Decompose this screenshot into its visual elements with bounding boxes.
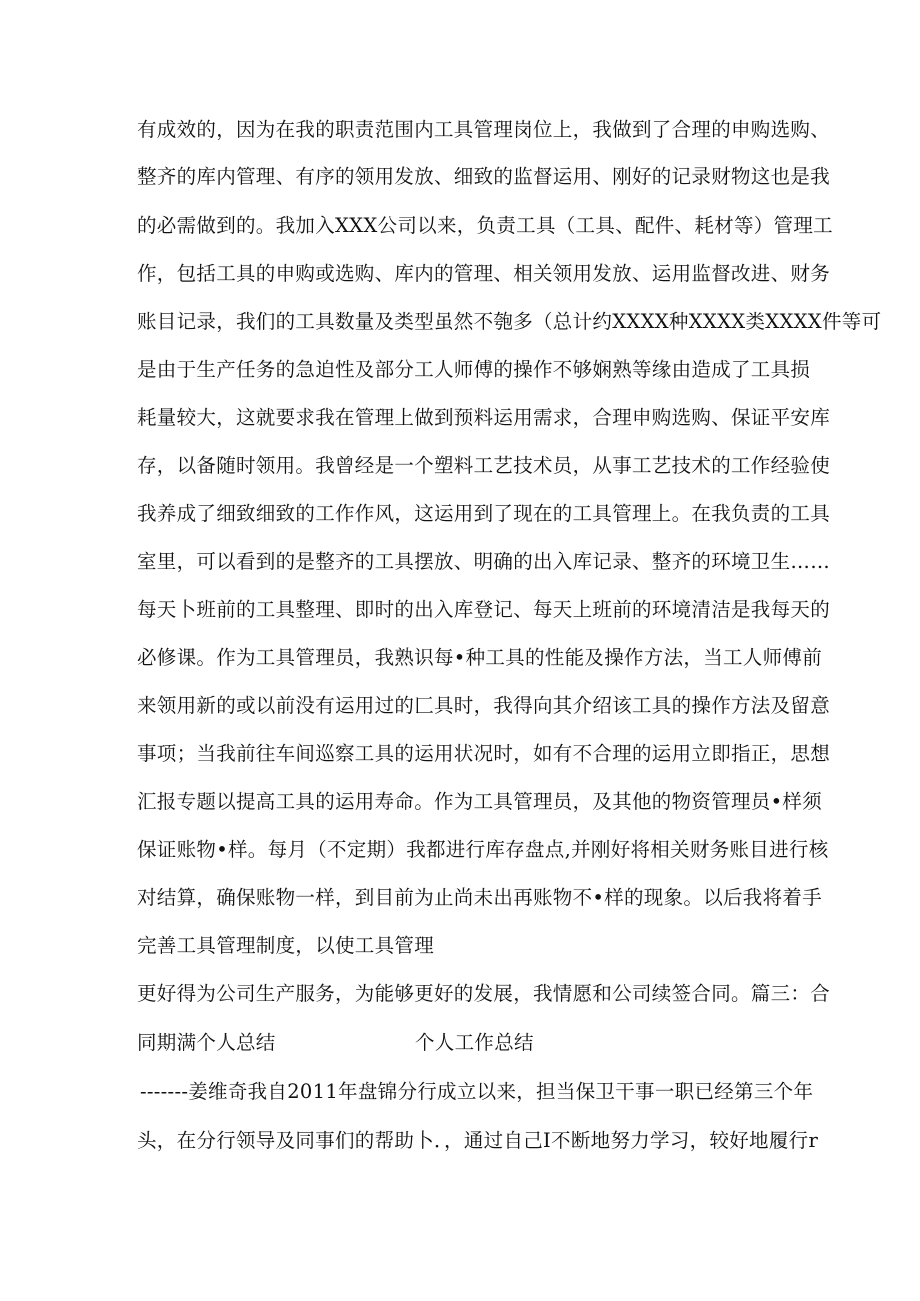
paragraph-line: 作，包括工具的申购或选购、库内的管理、相关领用发放、运用监督改进、财务: [137, 262, 831, 285]
section-heading-right: 个人工作总结: [415, 1031, 534, 1054]
paragraph-line: 账目记录，我们的工具数量及类型虽然不匏多（总计约XXXX种XXXX类XXXX件等可: [137, 310, 882, 333]
paragraph-line: 事项；当我前往车间巡察工具的运用状况时，如有不合理的运用立即指正，思想: [137, 742, 831, 765]
paragraph-line: 每天卜班前的工具整理、即时的出入库登记、每天上班前的环境清洁是我每天的: [137, 598, 831, 621]
paragraph-line: 来领用新的或以前没有运用过的匚具时，我得向其介绍该工具的操作方法及留意: [137, 694, 831, 717]
paragraph-line: 保证账物•样。每月（不定期）我都进行库存盘点,并刚好将相关财务账目进行核: [137, 838, 829, 861]
paragraph-line: 必修课。作为工具管理员，我熟识每•种工具的性能及操作方法，当工人师傅前: [137, 646, 823, 669]
paragraph-line: 整齐的库内管理、有序的领用发放、细致的监督运用、刚好的记录财物这也是我: [137, 165, 831, 188]
section-heading-left: 同期满个人总结: [137, 1031, 276, 1054]
paragraph-line: 的必需做到的。我加入XXX公司以来，负责工具（工具、配件、耗材等）管理工: [137, 214, 833, 237]
paragraph-line: 室里，可以看到的是整齐的工具摆放、明确的出入库记录、整齐的环境卫生……: [137, 550, 831, 573]
paragraph-line: 我养成了细致细致的工作作风，这运用到了现在的工具管理上。在我负责的工具: [137, 502, 831, 525]
paragraph-line: 有成效的，因为在我的职责范围内工具管理岗位上，我做到了合理的申购选购、: [137, 118, 831, 141]
paragraph-line: 更好得为公司生产服务，为能够更好的发展，我情愿和公司续签合同。篇三：合: [137, 982, 831, 1005]
paragraph-line: 对结算，确保账物一样，到目前为止尚未出再账物不•样的现象。以后我将着手: [137, 886, 823, 909]
paragraph-line: 是由于生产任务的急迫性及部分工人师傅的操作不够娴熟等缘由造成了工具损: [137, 358, 811, 381]
paragraph-line: 完善工具管理制度，以使工具管理: [137, 934, 435, 957]
paragraph-line: 存，以备随时领用。我曾经是一个塑料工艺技术员，从事工艺技术的工作经验使: [137, 454, 831, 477]
paragraph-line: 汇报专题以提高工具的运用寿命。作为工具管理员，及其他的物资管理员•样须: [137, 790, 823, 813]
paragraph-line: -------姜维奇我自2011年盘锦分行成立以来，担当保卫干事一职已经第三个年: [140, 1080, 814, 1103]
paragraph-line: 耗量较大，这就要求我在管理上做到预料运用需求，合理申购选购、保证平安库: [137, 406, 831, 429]
paragraph-line: 头，在分行领导及同事们的帮助卜．，通过自己I不断地努力学习，较好地履行r: [137, 1129, 819, 1152]
